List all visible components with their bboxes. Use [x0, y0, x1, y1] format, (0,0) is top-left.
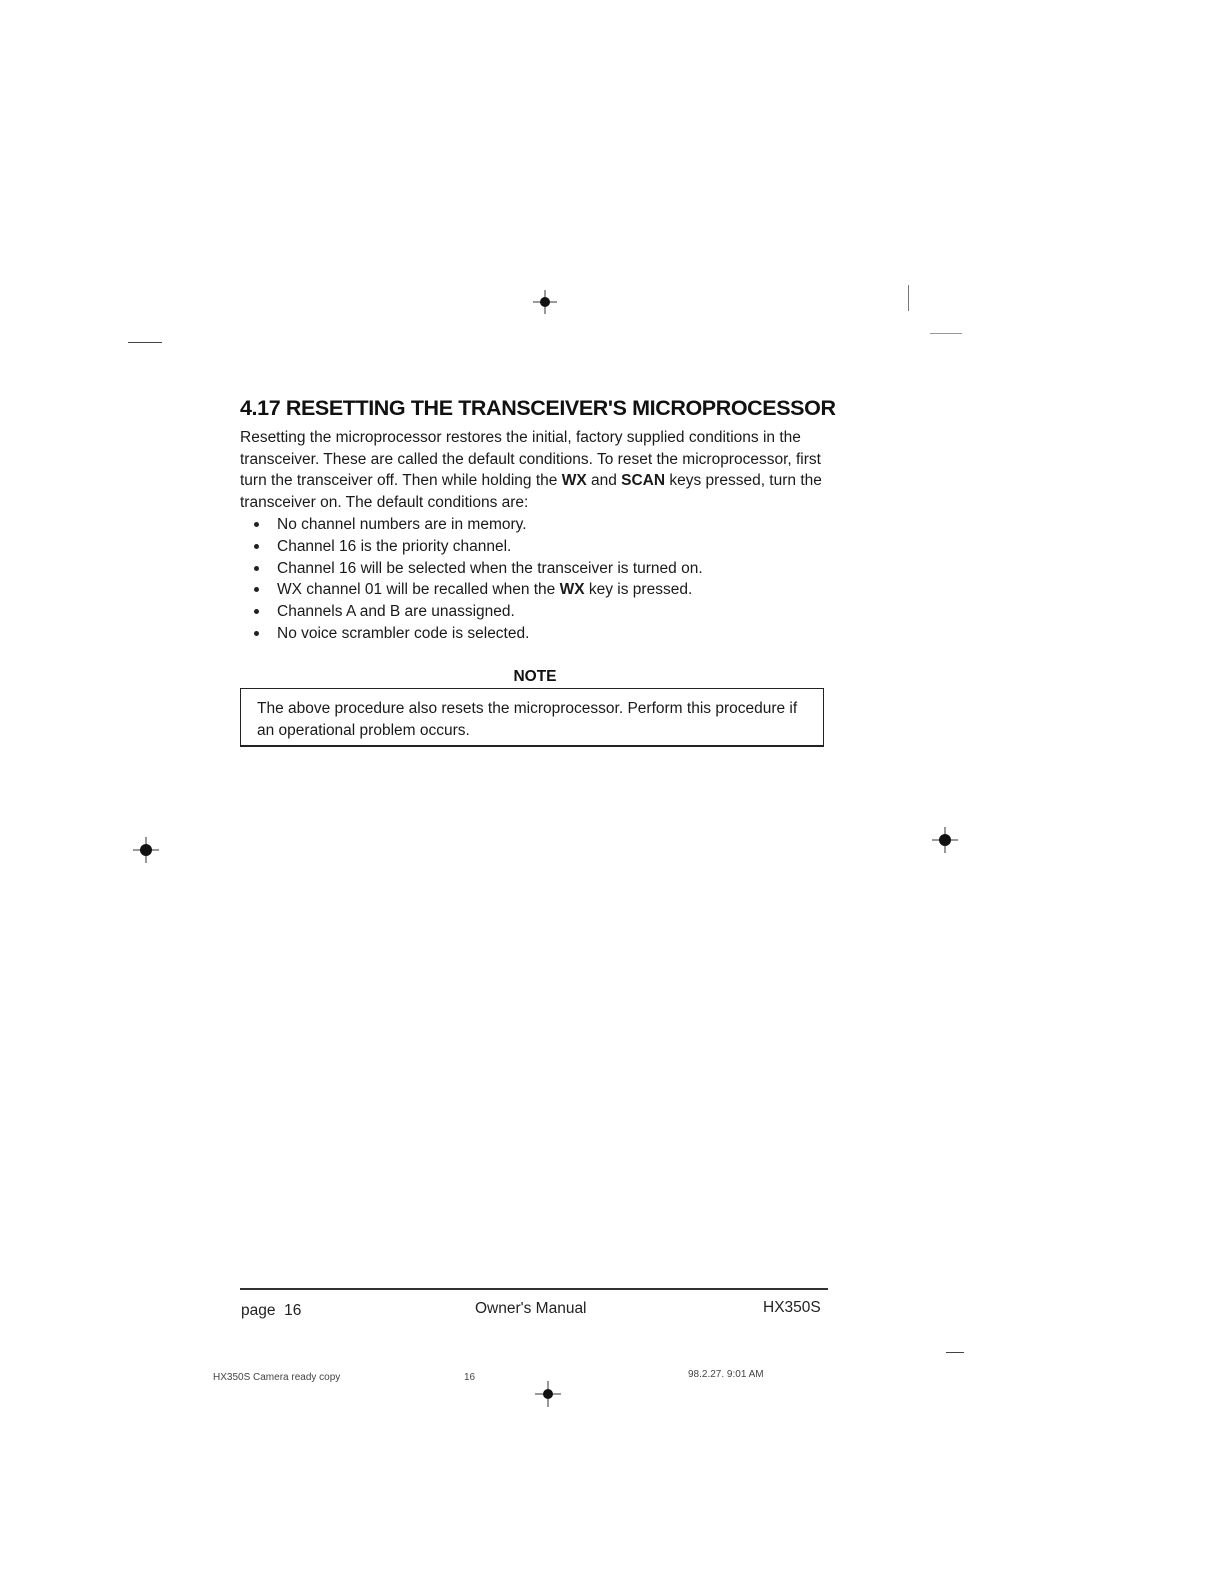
- list-item: WX channel 01 will be recalled when the WX key is pressed.: [252, 579, 832, 601]
- bullet-icon: [254, 544, 259, 549]
- print-slug-file: HX350S Camera ready copy: [213, 1372, 341, 1383]
- registration-mark-icon: [931, 826, 959, 854]
- registration-mark-icon: [132, 836, 160, 864]
- footer-model: HX350S: [763, 1299, 821, 1316]
- default-conditions-list: [252, 514, 832, 645]
- list-item: No voice scrambler code is selected.: [252, 623, 832, 645]
- crop-mark: [908, 285, 909, 311]
- list-item: Channels A and B are unassigned.: [252, 601, 832, 623]
- registration-mark-icon: [531, 288, 559, 316]
- bullet-icon: [254, 587, 259, 592]
- note-title: NOTE: [513, 668, 557, 685]
- footer-title: Owner's Manual: [475, 1300, 587, 1317]
- intro-text: Resetting the microprocessor restores the initial, factory supplied conditions in the transceiver. These are called the default conditions. To reset the microprocessor, first turn the transceiver off. Then while holding the: [240, 429, 821, 489]
- crop-mark: [930, 333, 962, 334]
- page-number: page 16: [241, 1302, 302, 1319]
- list-item: Channel 16 is the priority channel.: [252, 536, 832, 558]
- list-item: No channel numbers are in memory.: [252, 514, 832, 536]
- bullet-icon: [254, 522, 259, 527]
- registration-mark-icon: [534, 1380, 562, 1408]
- crop-mark: [946, 1352, 964, 1353]
- wx-key-label: WX: [561, 472, 587, 489]
- intro-text: and: [586, 472, 622, 489]
- note-text: The above procedure also resets the microprocessor. Perform this procedure if an operational problem occurs.: [257, 700, 798, 739]
- intro-text: keys pressed, turn the transceiver on. The default conditions are:: [240, 472, 822, 511]
- crop-mark: [128, 342, 162, 343]
- wx-key-label: WX: [559, 581, 585, 599]
- section-heading: 4.17 RESETTING THE TRANSCEIVER'S MICROPROCESSOR: [240, 396, 836, 420]
- intro-paragraph: [240, 427, 830, 513]
- footer-rule: [240, 1288, 828, 1290]
- scan-key-label: SCAN: [621, 472, 666, 489]
- note-box: [240, 688, 824, 747]
- bullet-icon: [254, 566, 259, 571]
- bullet-icon: [254, 631, 259, 636]
- print-slug-timestamp: 98.2.27. 9:01 AM: [688, 1369, 764, 1380]
- list-item: Channel 16 will be selected when the transceiver is turned on.: [252, 558, 832, 580]
- print-slug-page: 16: [464, 1372, 476, 1383]
- bullet-icon: [254, 609, 259, 614]
